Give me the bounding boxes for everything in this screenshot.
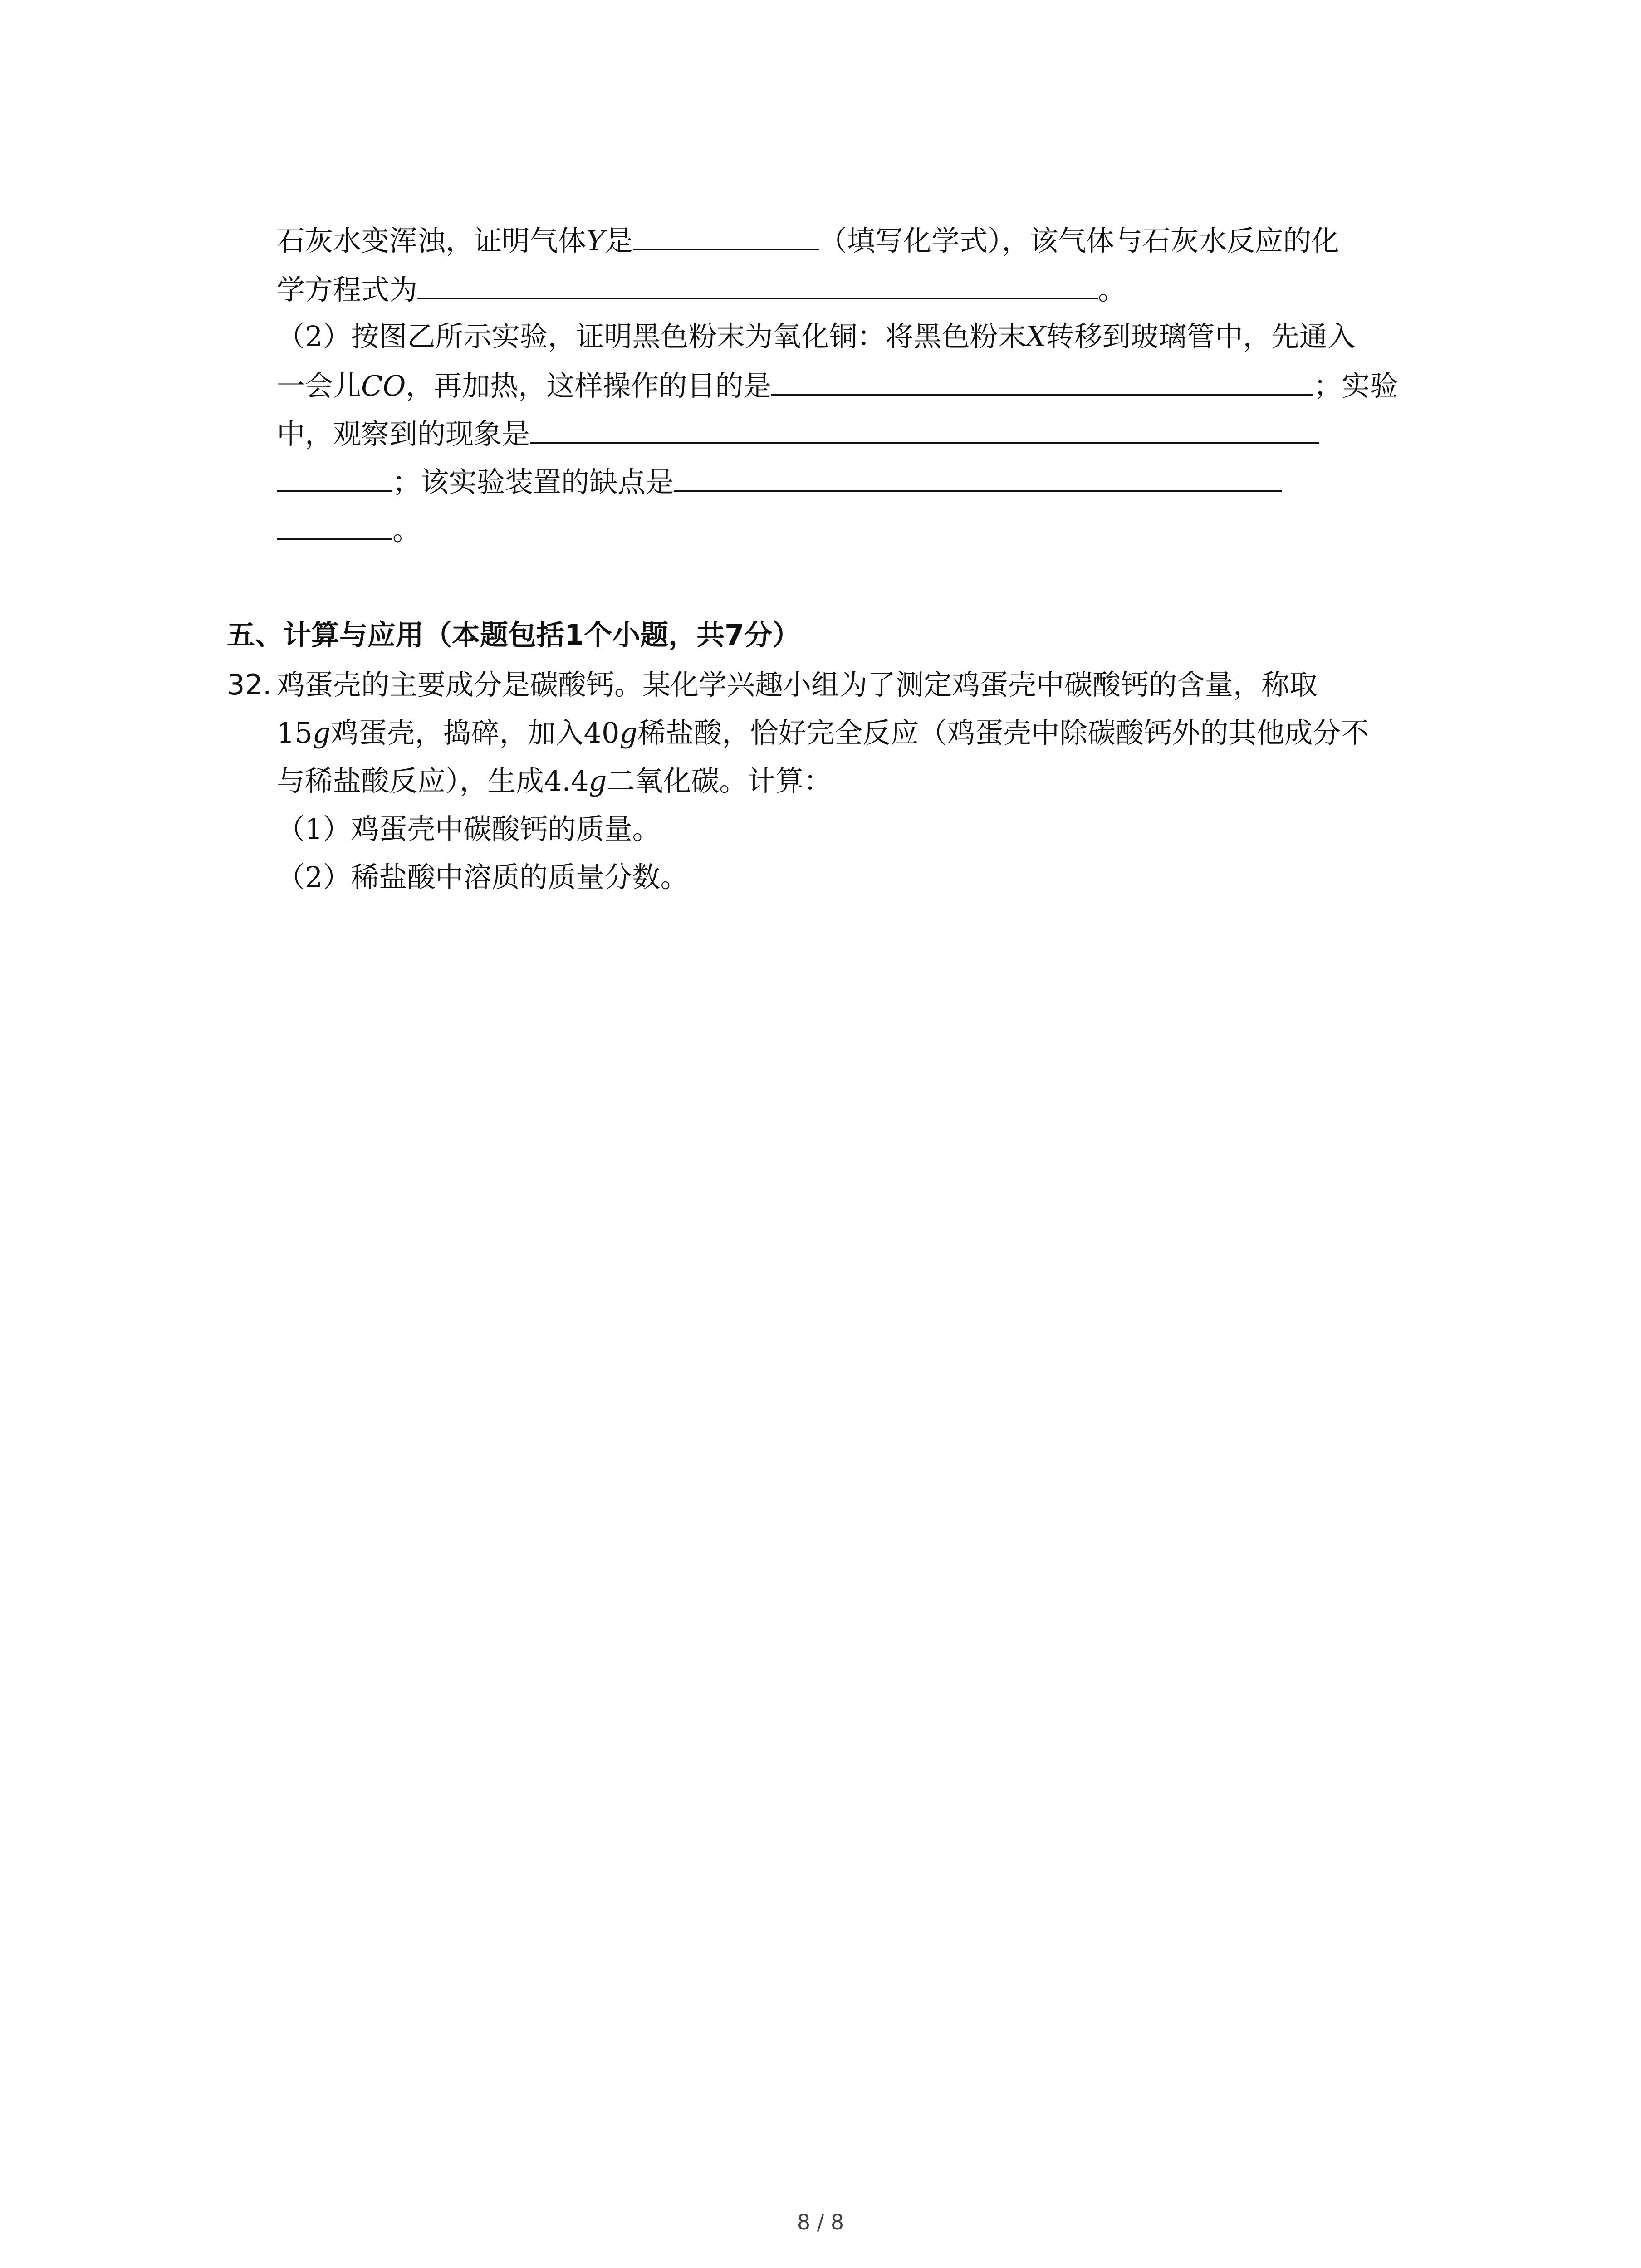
q32-sub-question-2: （2）稀盐酸中溶质的质量分数。 [277,860,689,894]
answer-blank-defect[interactable] [674,463,1282,492]
q31-text: 。 [1098,273,1127,306]
q31-line-7 [277,511,421,547]
q32-text: 与稀盐酸反应），生成4.4 [277,764,589,797]
q32-text: 15 [277,716,313,749]
answer-blank-purpose[interactable] [771,367,1313,396]
q31-text: 转移到玻璃管中，先通入 [1046,320,1356,353]
section-heading: 五、计算与应用（本题包括1个小题，共7分） [227,618,801,651]
unit-g: g [619,716,638,749]
q32-line-1 [227,667,1318,703]
q31-text: （2）按图乙所示实验，证明黑色粉末为氧化铜：将黑色粉末 [277,320,1026,353]
q32-sub-question-1: （1）鸡蛋壳中碳酸钙的质量。 [277,812,661,846]
q32-text: 鸡蛋壳，捣碎，加入40 [330,716,620,749]
q31-text: 一会儿 [277,369,362,402]
q31-text: 石灰水变浑浊，证明气体 [277,224,587,257]
q31-text: ；实验 [1313,369,1398,402]
q31-line-3 [277,318,1356,355]
q31-line-5 [277,415,1319,451]
q31-text: 中，观察到的现象是 [277,417,530,450]
q31-text: 是 [604,224,633,257]
q31-text: 学方程式为 [277,273,418,306]
question-number: 32. [227,668,272,701]
q31-text: （填写化学式），该气体与石灰水反应的化 [818,224,1339,257]
unit-g: g [312,716,331,749]
answer-blank-equation[interactable] [417,270,1098,299]
q31-text: ；该实验装置的缺点是 [392,465,674,499]
variable-y: Y [586,224,605,257]
q32-text: 稀盐酸，恰好完全反应（鸡蛋壳中除碳酸钙外的其他成分不 [637,716,1369,749]
page-number: 8 / 8 [797,2210,844,2234]
q31-line-2 [277,270,1126,307]
answer-blank-formula[interactable] [633,221,819,250]
q31-line-1 [277,221,1339,258]
answer-blank-phenomenon[interactable] [530,415,1319,444]
answer-blank-defect-cont[interactable] [277,511,392,540]
q32-line-2 [277,715,1369,751]
q31-text: ，再加热，这样操作的目的是 [406,369,772,402]
q31-line-4 [277,367,1398,403]
q31-line-6 [277,463,1282,499]
q31-text: 。 [392,513,421,547]
variable-x: X [1026,320,1046,353]
formula-co: CO [361,369,406,402]
answer-blank-phenomenon-cont[interactable] [277,463,392,492]
q32-text: 二氧化碳。计算： [607,764,832,797]
q32-line-3 [277,763,832,799]
unit-g: g [588,764,607,797]
q32-text: 鸡蛋壳的主要成分是碳酸钙。某化学兴趣小组为了测定鸡蛋壳中碳酸钙的含量，称取 [277,668,1318,701]
